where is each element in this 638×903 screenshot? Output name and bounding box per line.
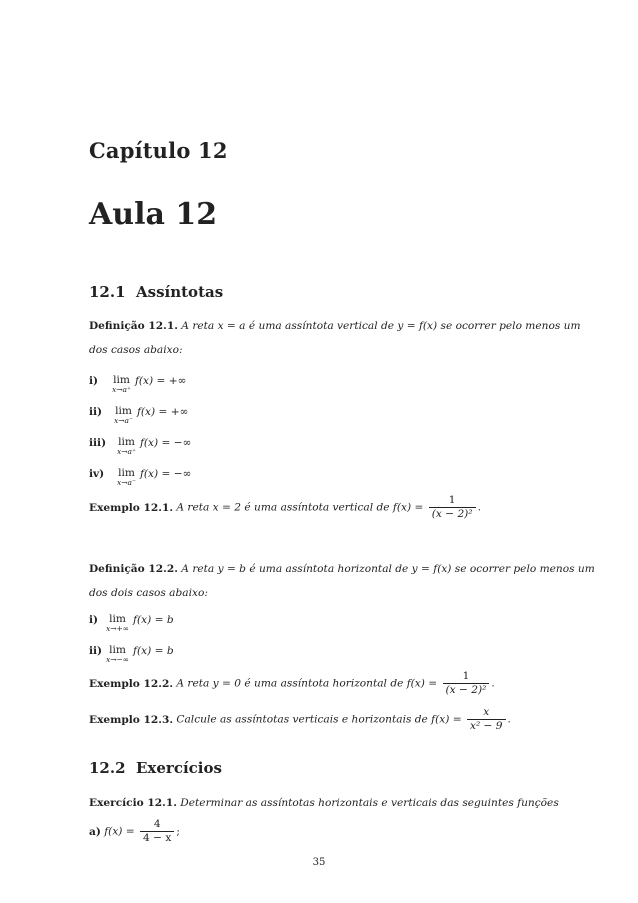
case-row bbox=[89, 374, 186, 394]
limit-operator: lim x→a⁺ bbox=[117, 436, 136, 456]
limit-operator: lim x→−∞ bbox=[106, 644, 130, 664]
example-label: Exemplo 12.3. bbox=[89, 713, 174, 726]
fraction: $\frac{4}{4 - x}$ bbox=[140, 818, 174, 845]
example-label: Exemplo 12.1. bbox=[89, 501, 174, 514]
page-title: Aula 12 bbox=[89, 197, 218, 232]
example-text: A reta x = 2 é uma assíntota vertical de f(x) = bbox=[176, 501, 424, 514]
section-heading-asymptotes bbox=[89, 283, 223, 301]
item-text: f(x) = bbox=[104, 825, 135, 838]
limit-expression: f(x) = +∞ bbox=[136, 406, 189, 418]
exercise-text: Determinar as assíntotas horizontais e verticais das seguintes funções bbox=[180, 797, 559, 809]
fraction: $\frac{x}{\text{x² − 9}}$ bbox=[467, 706, 506, 733]
definition-12-1 bbox=[89, 319, 581, 357]
limit-expression: f(x) = −∞ bbox=[139, 437, 192, 449]
section-heading-exercises bbox=[89, 759, 222, 777]
exercise-label: Exercício 12.1. bbox=[89, 797, 177, 809]
case-label: i) bbox=[89, 614, 99, 626]
limit-operator: lim x→+∞ bbox=[106, 613, 130, 633]
case-label: ii) bbox=[89, 406, 103, 418]
example-text: A reta y = 0 é uma assíntota horizontal de f(x) = bbox=[176, 677, 438, 690]
section-number: 12.2 bbox=[89, 759, 126, 777]
limit-operator: lim x→a⁻ bbox=[114, 405, 133, 425]
exercise-12-1 bbox=[89, 796, 559, 810]
case-label: iii) bbox=[89, 437, 107, 449]
definition-label: Definição 12.1. bbox=[89, 320, 178, 332]
exercise-item-a: a) f(x) = $\frac{4}{4 - x}$ ; bbox=[89, 818, 180, 844]
page-number: 35 bbox=[312, 857, 326, 868]
section-title: Exercícios bbox=[136, 759, 222, 777]
case-row bbox=[89, 436, 191, 456]
definition-text-cont: dos dois casos abaixo: bbox=[89, 587, 208, 599]
case-row bbox=[89, 644, 174, 664]
case-row bbox=[89, 613, 174, 633]
limit-expression: f(x) = −∞ bbox=[139, 468, 192, 480]
example-label: Exemplo 12.2. bbox=[89, 677, 174, 690]
example-text: Calcule as assíntotas verticais e horizontais de f(x) = bbox=[176, 713, 462, 726]
definition-text: A reta x = a é uma assíntota vertical de y = f(x) se ocorrer pelo menos um bbox=[181, 320, 581, 332]
limit-operator: lim x→a⁺ bbox=[112, 374, 131, 394]
case-label: iv) bbox=[89, 468, 105, 480]
definition-text: A reta y = b é uma assíntota horizontal de y = f(x) se ocorrer pelo menos um bbox=[181, 563, 595, 575]
case-row bbox=[89, 405, 188, 425]
chapter-heading: Capítulo 12 bbox=[89, 138, 228, 163]
definition-12-2 bbox=[89, 562, 595, 600]
section-number: 12.1 bbox=[89, 283, 126, 301]
item-label: a) bbox=[89, 825, 101, 838]
fraction: $\frac{1}{\text{(x − 2)²}}$ bbox=[443, 670, 490, 697]
case-row bbox=[89, 467, 191, 487]
section-title: Assíntotas bbox=[136, 283, 224, 301]
example-12-1: Exemplo 12.1. A reta x = 2 é uma assíntota vertical de f(x) = $\frac{1}{\text{(x − 2)²}}$ . bbox=[89, 494, 481, 520]
definition-text-cont: dos casos abaixo: bbox=[89, 344, 183, 356]
case-label: i) bbox=[89, 375, 99, 387]
limit-operator: lim x→a⁻ bbox=[117, 467, 136, 487]
definition-label: Definição 12.2. bbox=[89, 563, 178, 575]
fraction: $\frac{1}{\text{(x − 2)²}}$ bbox=[429, 494, 476, 521]
example-12-3: Exemplo 12.3. Calcule as assíntotas verticais e horizontais de f(x) = $\frac{x}{\text{x² − 9}}$ . bbox=[89, 706, 511, 732]
example-12-2: Exemplo 12.2. A reta y = 0 é uma assíntota horizontal de f(x) = $\frac{1}{\text{(x − 2)²}}$ . bbox=[89, 670, 495, 696]
limit-expression: f(x) = b bbox=[133, 614, 174, 626]
limit-expression: f(x) = b bbox=[133, 645, 174, 657]
case-label: ii) bbox=[89, 645, 103, 657]
limit-expression: f(x) = +∞ bbox=[134, 375, 187, 387]
